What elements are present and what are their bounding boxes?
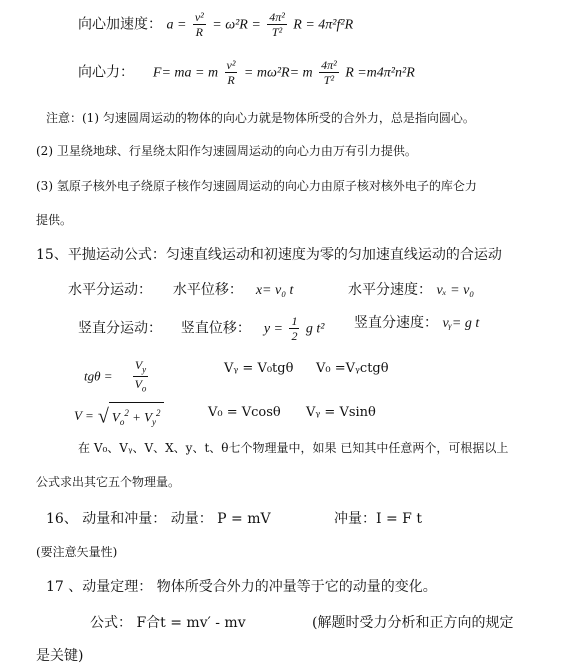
vertical-velocity-formula: vᵧ= g t — [442, 316, 480, 331]
horizontal-motion-line — [68, 281, 293, 300]
horizontal-velocity-formula: vₓ = v₀ — [436, 283, 475, 298]
note-2: (2) 卫星绕地球、行星绕太阳作匀速圆周运动的向心力由万有引力提供。 — [36, 144, 417, 158]
vertical-disp-label: 竖直位移： — [180, 320, 251, 337]
horizontal-velocity-line — [348, 281, 474, 300]
note-3b: 提供。 — [36, 213, 73, 227]
centripetal-acceleration-formula — [78, 10, 353, 39]
summary-line-2: 公式求出其它五个物理量。 — [36, 475, 181, 489]
4pi2-over-t2-fraction-force: $\frac{\text{4π²}}{\text{T²}}$ — [321, 58, 337, 87]
centripetal-force-prefix: F= ma = m — [152, 65, 219, 81]
summary-line-1: 在 V₀、Vᵧ、V、X、y、t、θ七个物理量中，如果 已知其中任意两个，可根据以上 — [78, 441, 509, 455]
vy-tan-formula: Vᵧ = V₀tgθ — [224, 361, 294, 376]
v2-over-r-fraction: $\frac{\text{v²}}{R}$ — [194, 10, 204, 39]
horizontal-velocity-label: 水平分速度： — [348, 282, 432, 298]
vy-sin-formula: Vᵧ = Vsinθ — [306, 405, 376, 420]
vertical-velocity-label: 竖直分速度： — [354, 315, 438, 331]
omega-r-term: = ω²R = — [212, 17, 261, 33]
vertical-motion-label: 竖直分运动： — [78, 320, 162, 337]
solving-note-2: 是关键) — [36, 648, 84, 664]
section-16-title: 16、 动量和冲量： 动量： P = mV — [46, 511, 271, 527]
note-3a: (3) 氢原子核外电子绕原子核作匀速圆周运动的向心力由原子核对核外电子的库仑力 — [36, 179, 477, 193]
velocity-magnitude-line — [74, 402, 164, 431]
momentum-theorem-formula: 公式： F合t = mv′ - mv — [90, 615, 246, 631]
tan-theta-label: tgθ = — [84, 368, 113, 384]
horizontal-motion-label: 水平分运动： — [68, 282, 152, 298]
half-fraction: $\frac{1}{2}$ — [291, 314, 298, 343]
vertical-disp-prefix: y = — [263, 321, 283, 337]
section-15-title: 15、平抛运动公式：匀速直线运动和初速度为零的匀加速直线运动的合运动 — [36, 247, 502, 263]
centripetal-force-formula — [78, 58, 415, 87]
v2-over-r-fraction-force: $\frac{\text{v²}}{R}$ — [226, 58, 236, 87]
centripetal-accel-tail: R = 4π²f²R — [293, 17, 354, 33]
v0-cos-formula: V₀ = Vcosθ — [208, 405, 281, 420]
vector-note: (要注意矢量性) — [36, 545, 118, 559]
vertical-disp-tail: g t² — [305, 321, 325, 337]
4pi2-over-t2-fraction: $\frac{\text{4π²}}{\text{T²}}$ — [269, 10, 285, 39]
note-1: 注意：(1) 匀速圆周运动的物体的向心力就是物体所受的合外力，总是指向圆心。 — [46, 111, 475, 125]
centripetal-force-tail: R =m4π²n²R — [345, 65, 415, 81]
horizontal-disp-label: 水平位移： — [172, 282, 243, 298]
centripetal-accel-label: 向心加速度： — [78, 16, 162, 33]
solving-note-1: (解题时受力分析和正方向的规定 — [312, 615, 514, 631]
horizontal-disp-formula: x= v₀ t — [255, 283, 294, 298]
impulse-formula: 冲量：I = F t — [334, 511, 422, 527]
section-17-title: 17 、动量定理： 物体所受合外力的冲量等于它的动量的变化。 — [46, 579, 437, 595]
v0-ctg-formula: V₀ =Vᵧctgθ — [316, 361, 389, 376]
vertical-velocity-line — [354, 314, 479, 333]
centripetal-force-label: 向心力： — [78, 64, 134, 81]
velocity-label: V = — [74, 407, 94, 423]
vertical-motion-line — [78, 314, 324, 343]
centripetal-accel-prefix: a = — [166, 17, 187, 33]
sqrt-expression: √ $V_o^2 + V_y^2$ — [98, 402, 164, 431]
m-omega-term: = mω²R= m — [243, 65, 313, 81]
vy-over-v0-fraction: $\frac{V_y}{V_o}$ — [134, 358, 147, 394]
tan-theta-line — [84, 358, 150, 396]
